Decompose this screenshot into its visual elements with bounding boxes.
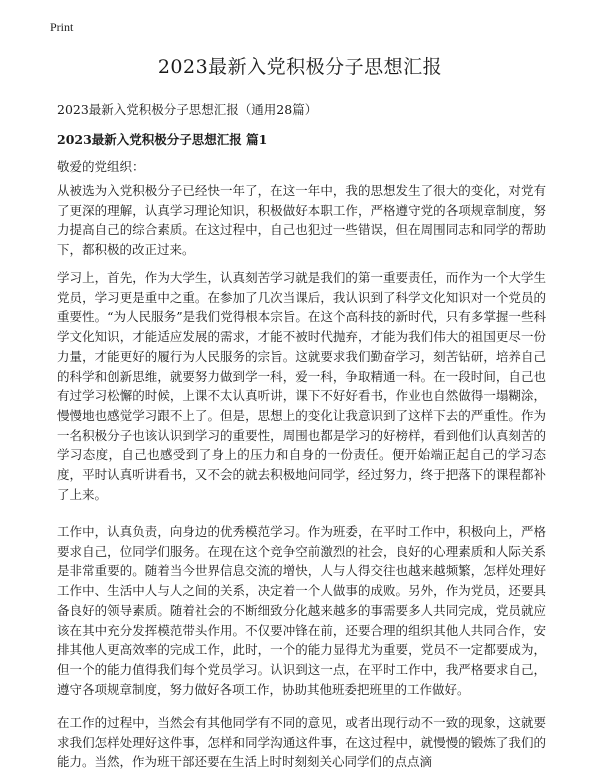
document-title: 2023最新入党积极分子思想汇报: [157, 56, 443, 78]
body-paragraph-3: [57, 522, 546, 699]
print-label: Print: [50, 20, 74, 34]
paragraph-text: 在工作的过程中，当然会有其他同学有不同的意见，或者出现行动不一致的现象，这就要求我们怎样处理好这件事，怎样和同学沟通这件事，在这过程中，就慢慢的锻炼了我们的能力。当然，作为班干部还要在生活上时时刻刻关心同学们的点点滴: [57, 715, 546, 770]
body-paragraph-4: [57, 713, 546, 772]
paragraph-text: 从被选为入党积极分子已经快一年了，在这一年中，我的思想发生了很大的变化，对党有了更深的理解，认真学习理论知识，积极做好本职工作，严格遵守党的各项规章制度，努力提高自己的综合素质。在这过程中，自己也犯过一些错误，但在周围同志和同学的帮助下，都积极的改正过来。: [57, 183, 546, 258]
body-paragraph-2: [57, 268, 546, 504]
salutation: 敬爱的党组织：: [57, 159, 145, 174]
section-heading: 2023最新入党积极分子思想汇报 篇1: [57, 132, 268, 147]
body-paragraph-1: [57, 181, 546, 260]
document-subtitle: 2023最新入党积极分子思想汇报（通用28篇）: [57, 102, 318, 117]
paragraph-text: 学习上，首先，作为大学生，认真刻苦学习就是我们的第一重要责任，而作为一个大学生党员，学习更是重中之重。在参加了几次当课后，我认识到了科学文化知识对一个党员的重要性。“为人民服务”是我们党得根本宗旨。在这个高科技的新时代，只有多掌握一些科学文化知识，才能适应发展的需求，才能不被时代抛弃，才能为我们伟大的祖国更尽一份力量，才能更好的履行为人民服务的宗旨。这就要求我们勤奋学习，刻苦钻研，培养自己的科学和创新思维，就要努力做到学一科，爱一科，争取精通一科。在一段时间，自己也有过学习松懈的时候，上课不太认真听讲，课下不好好看书，作业也自然做得一塌糊涂，慢慢地也感觉学习跟不上了。但是，思想上的变化让我意识到了这样下去的严重性。作为一名积极分子也该认识到学习的重要性，周围也都是学习的好榜样，看到他们认真刻苦的学习态度，自己也感受到了身上的压力和自身的一份责任。便开始端正起自己的学习态度，平时认真听讲看书，又不会的就去积极地问同学，经过努力，终于把落下的课程都补了上来。: [57, 270, 546, 502]
paragraph-text: 工作中，认真负责，向身边的优秀模范学习。作为班委，在平时工作中，积极向上，严格要求自己，位同学们服务。在现在这个竞争空前激烈的社会，良好的心理素质和人际关系是非常重要的。随着当今世界信息交流的增快，人与人得交往也越来越频繁，怎样处理好工作中、生活中人与人之间的关系，决定着一个人做事的成败。另外，作为党员，还要具备良好的领导素质。随着社会的不断细致分化越来越多的事需要多人共同完成，党员就应该在其中充分发挥模范带头作用。不仅要冲锋在前，还要合理的组织其他人共同合作，安排其他人更高效率的完成工作，此时，一个的能力显得尤为重要，党员不一定都要成为，但一个的能力值得我们每个党员学习。认识到这一点，在平时工作中，我严格要求自己，遵守各项规章制度，努力做好各项工作，协助其他班委把班里的工作做好。: [57, 524, 546, 697]
